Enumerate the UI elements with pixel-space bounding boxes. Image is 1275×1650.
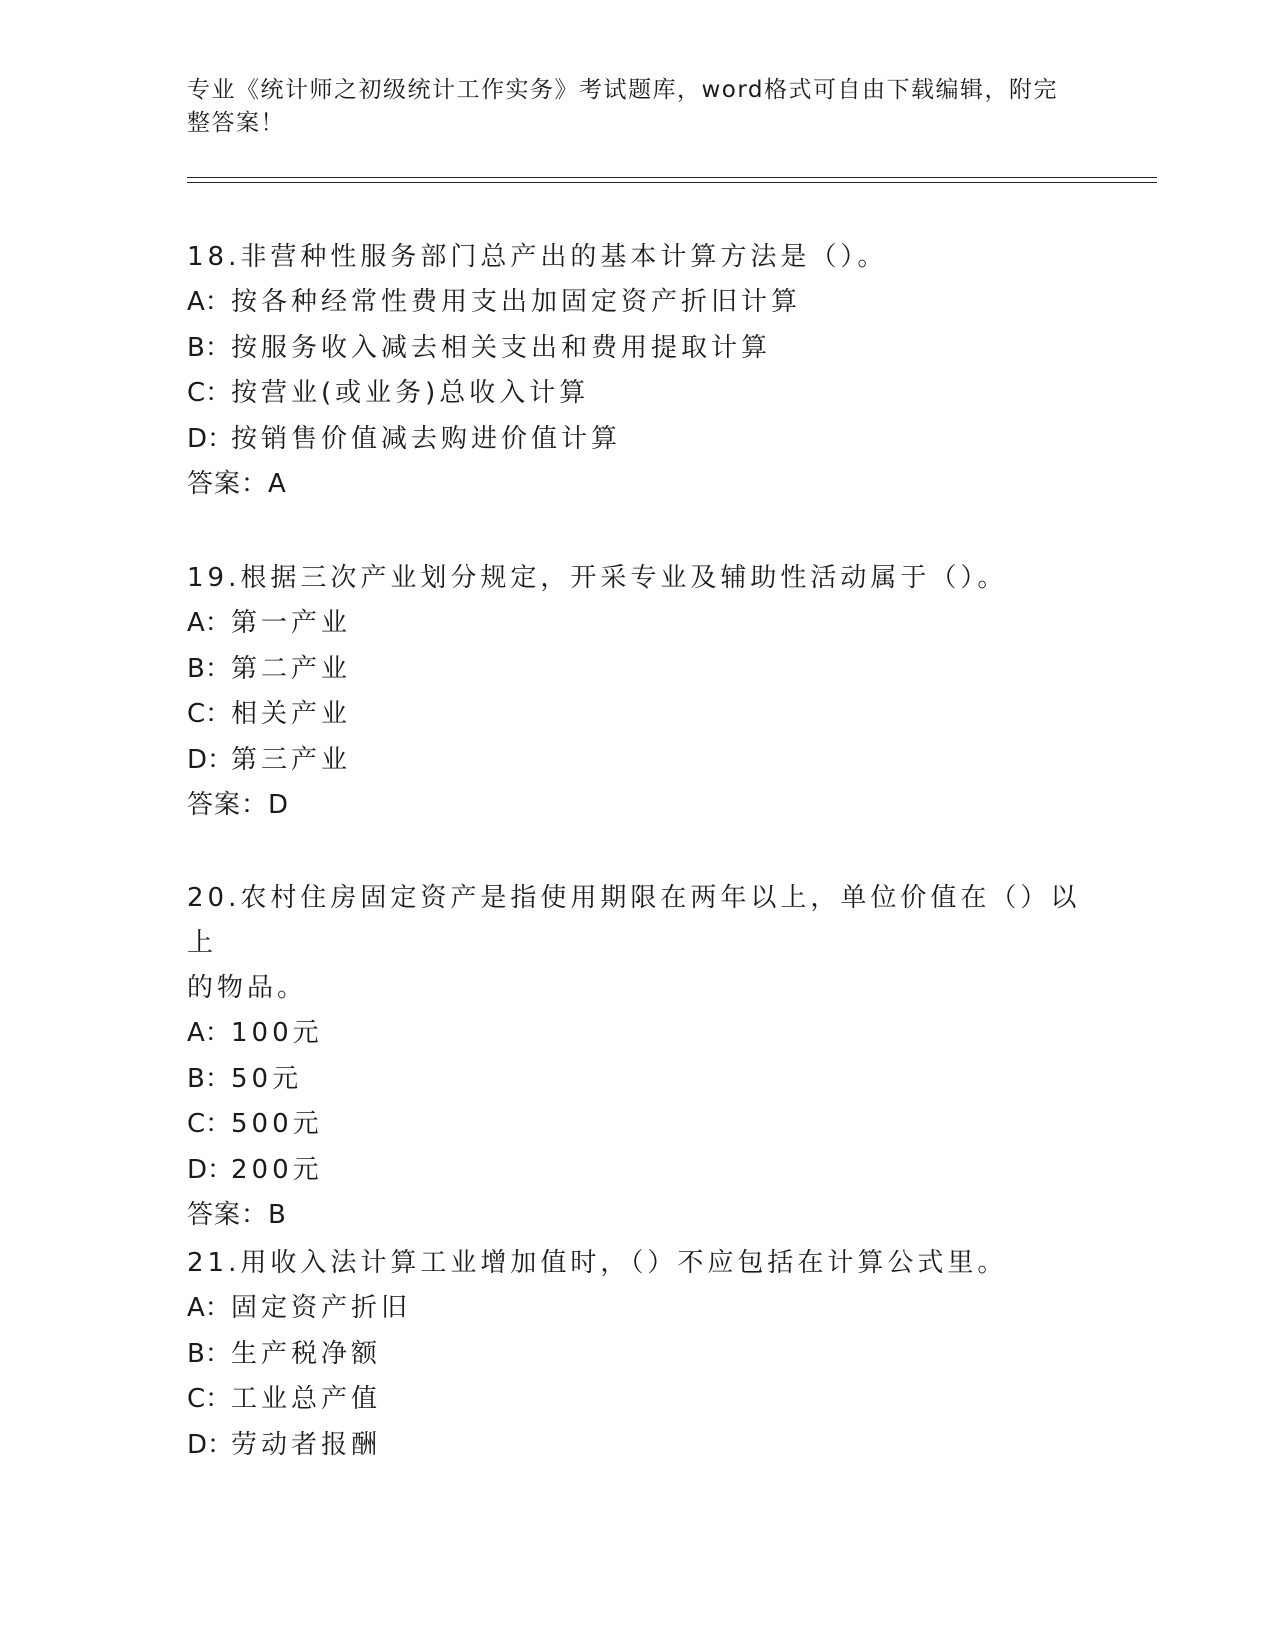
option-text: 200元 xyxy=(231,1154,323,1185)
option-a xyxy=(187,1286,1087,1332)
option-text: 50元 xyxy=(231,1063,303,1094)
question-stem-line-1: 20.农村住房固定资产是指使用期限在两年以上，单位价值在（）以上 xyxy=(187,883,1081,958)
option-key: A： xyxy=(187,1293,231,1323)
answer-value: B xyxy=(268,1200,287,1230)
option-key: A： xyxy=(187,287,231,317)
answer-label: 答案： xyxy=(187,790,269,820)
header-line-2: 整答案！ xyxy=(187,110,285,136)
document-header xyxy=(187,74,1087,140)
question-stem-line-2: 的物品。 xyxy=(187,973,308,1003)
option-text: 100元 xyxy=(231,1018,323,1048)
option-a xyxy=(187,280,1087,326)
answer-line xyxy=(187,1193,1087,1238)
option-key: B： xyxy=(187,1063,231,1094)
header-line-1: 专业《统计师之初级统计工作实务》考试题库，word格式可自由下载编辑，附完 xyxy=(187,77,1059,103)
option-text: 第二产业 xyxy=(231,653,352,684)
option-key: A： xyxy=(187,608,231,638)
option-d xyxy=(187,738,1087,784)
option-key: B： xyxy=(187,332,231,363)
option-d xyxy=(187,1148,1087,1194)
option-text: 生产税净额 xyxy=(231,1338,382,1369)
option-key: C： xyxy=(187,1109,232,1139)
option-d xyxy=(187,1423,1087,1469)
option-key: C： xyxy=(187,699,232,729)
option-text: 第一产业 xyxy=(231,608,352,638)
option-c xyxy=(187,692,1087,738)
option-text: 按营业(或业务)总收入计算 xyxy=(231,378,590,408)
answer-line xyxy=(187,783,1087,828)
option-b xyxy=(187,647,1087,693)
option-key: A： xyxy=(187,1018,231,1048)
option-text: 工业总产值 xyxy=(231,1384,382,1414)
answer-value: D xyxy=(268,790,290,820)
option-b xyxy=(187,1332,1087,1378)
option-text: 第三产业 xyxy=(231,744,352,775)
option-b xyxy=(187,1057,1087,1103)
option-key: D： xyxy=(187,744,234,775)
question-stem: 19.根据三次产业划分规定，开采专业及辅助性活动属于（）。 xyxy=(187,563,1008,593)
option-a xyxy=(187,601,1087,647)
question-21 xyxy=(187,1241,1087,1468)
answer-label: 答案： xyxy=(187,469,269,499)
header-divider-bottom xyxy=(187,182,1157,183)
question-stem: 21.用收入法计算工业增加值时，（）不应包括在计算公式里。 xyxy=(187,1248,1008,1278)
question-18 xyxy=(187,235,1087,507)
option-text: 按销售价值减去购进价值计算 xyxy=(231,423,622,454)
option-key: B： xyxy=(187,653,231,684)
question-19 xyxy=(187,556,1087,828)
option-key: C： xyxy=(187,378,232,408)
option-text: 相关产业 xyxy=(231,699,352,729)
question-stem: 18.非营种性服务部门总产出的基本计算方法是（）。 xyxy=(187,242,888,272)
option-text: 固定资产折旧 xyxy=(231,1293,412,1323)
option-text: 按服务收入减去相关支出和费用提取计算 xyxy=(231,332,772,363)
option-key: D： xyxy=(187,423,234,454)
option-key: D： xyxy=(187,1154,234,1185)
option-key: D： xyxy=(187,1429,234,1460)
option-text: 500元 xyxy=(231,1109,323,1139)
option-d xyxy=(187,417,1087,463)
option-b xyxy=(187,326,1087,372)
option-text: 按各种经常性费用支出加固定资产折旧计算 xyxy=(231,287,802,317)
option-a xyxy=(187,1011,1087,1057)
option-key: C： xyxy=(187,1384,232,1414)
option-key: B： xyxy=(187,1338,231,1369)
header-divider-top xyxy=(187,177,1157,178)
answer-label: 答案： xyxy=(187,1200,269,1230)
answer-value: A xyxy=(268,469,287,499)
answer-line xyxy=(187,462,1087,507)
option-text: 劳动者报酬 xyxy=(231,1429,382,1460)
question-20 xyxy=(187,876,1087,1238)
option-c xyxy=(187,1377,1087,1423)
option-c xyxy=(187,371,1087,417)
option-c xyxy=(187,1102,1087,1148)
